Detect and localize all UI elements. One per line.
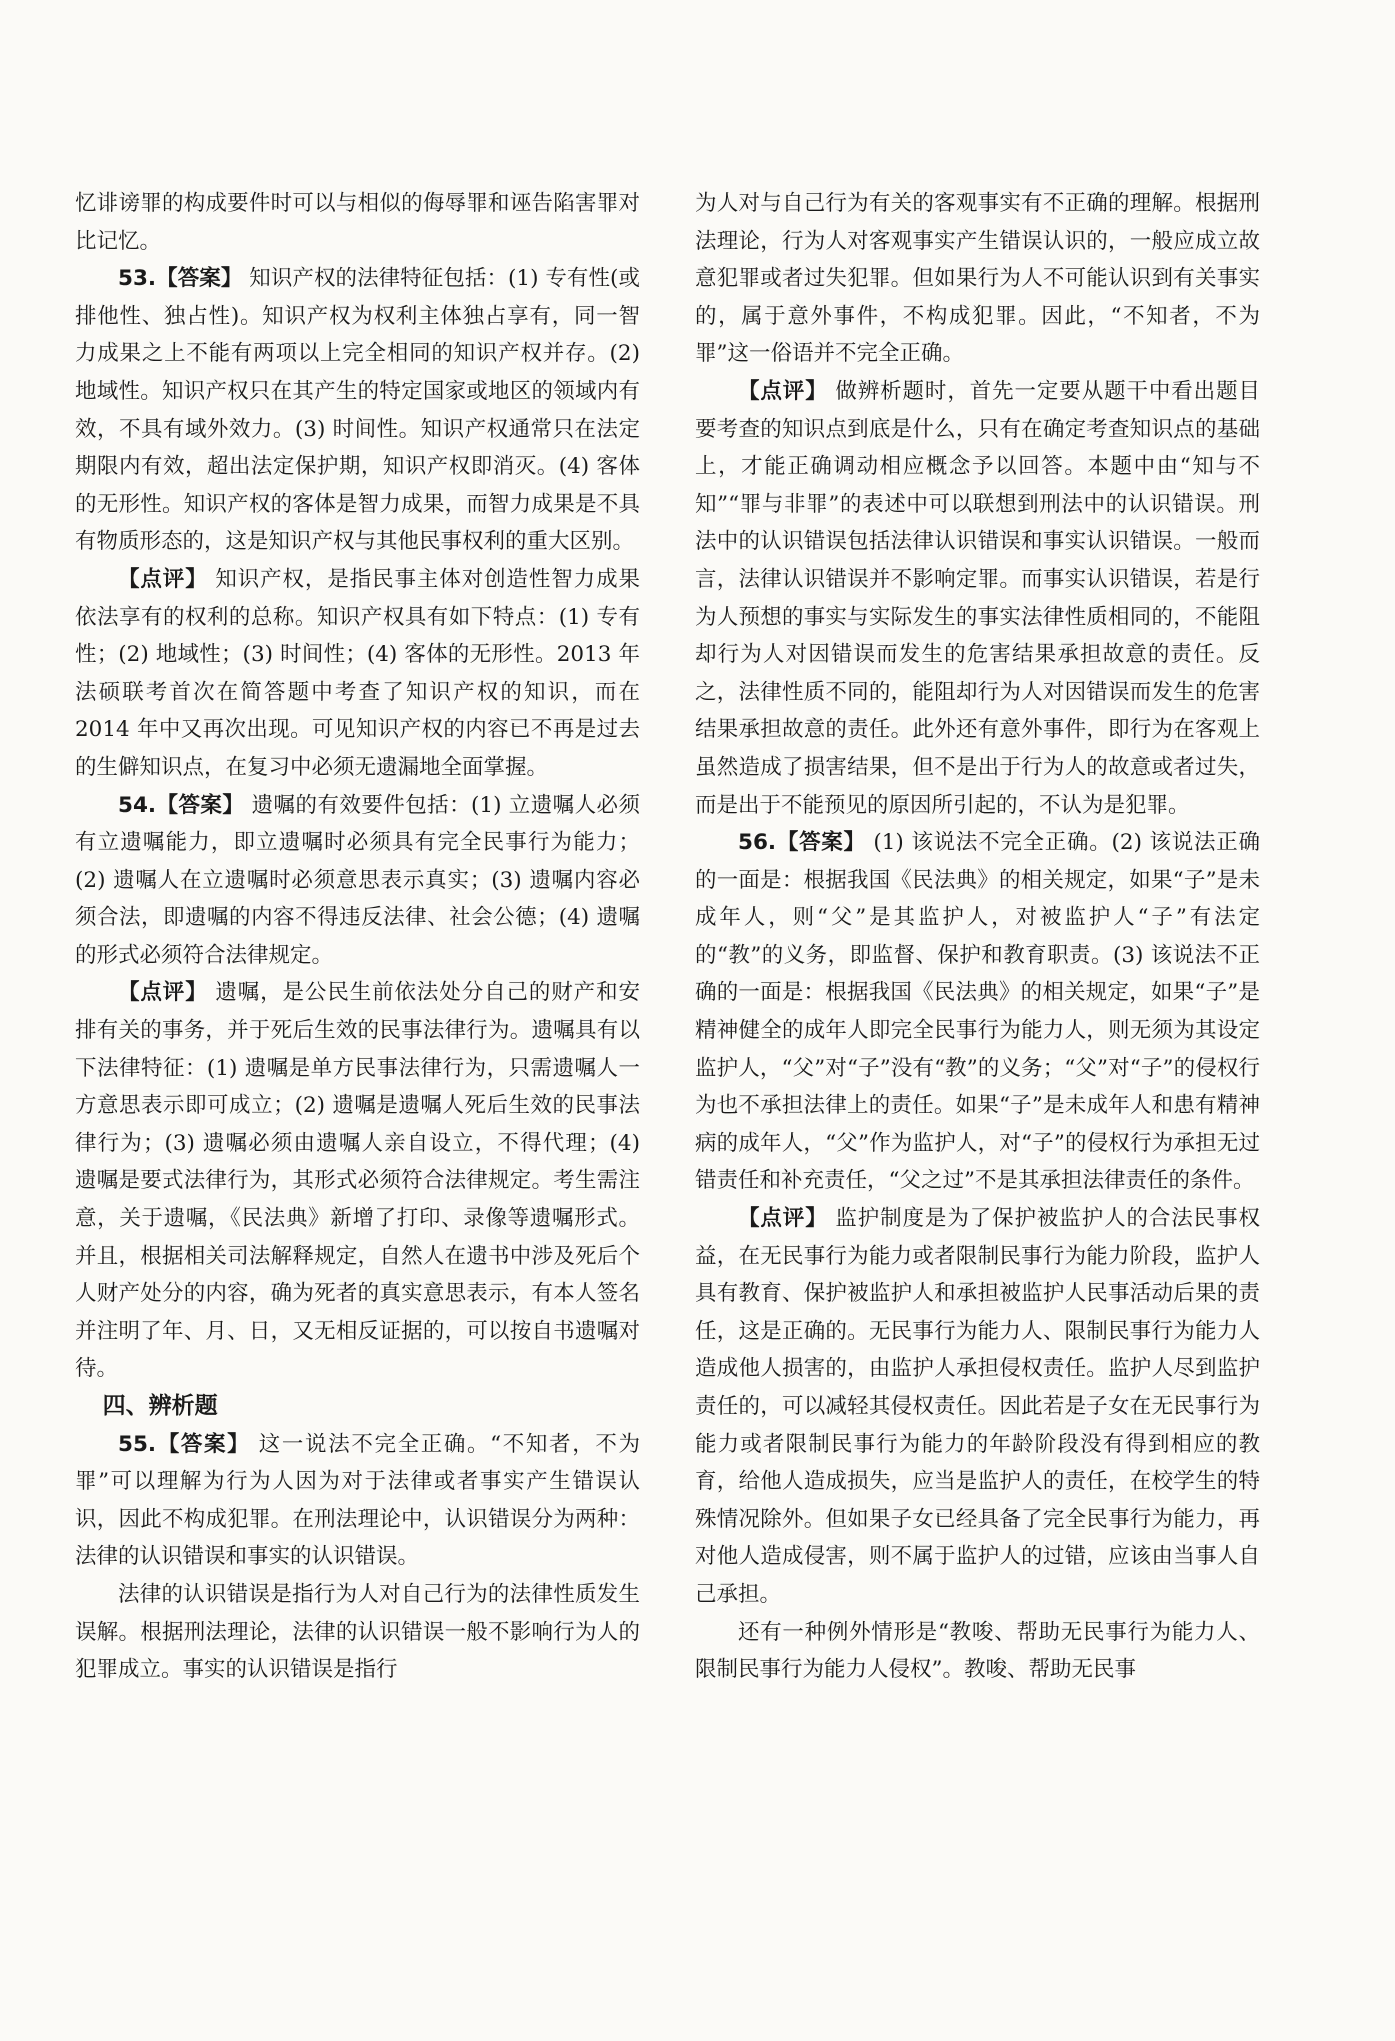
answer-text: (1) 该说法不完全正确。(2) 该说法正确的一面是：根据我国《民法典》的相关规定，如果“子”是未成年人，则“父”是其监护人，对被监护人“子”有法定的“教”的义务，即监督、保护和教育职责。(3) 该说法不正确的一面是：根据我国《民法典》的相关规定，如果“子”是精神健全的成年人即完全民事行为能力人，则无须为其设定监护人，“父”对“子”没有“教”的义务；“父”对“子”的侵权行为也不承担法律上的责任。如果“子”是未成年人和患有精神病的成年人，“父”作为监护人，对“子”的侵权行为承担无过错责任和补充责任，“父之过”不是其承担法律责任的条件。 [695,830,1260,1194]
comment-54 [75,974,640,1388]
comment-56 [695,1200,1260,1614]
paragraph-exception: 还有一种例外情形是“教唆、帮助无民事行为能力人、限制民事行为能力人侵权”。教唆、帮助无民事 [695,1619,1260,1683]
question-number: 55. [118,1431,157,1457]
comment-text: 监护制度是为了保护被监护人的合法民事权益，在无民事行为能力或者限制民事行为能力阶段，监护人具有教育、保护被监护人和承担被监护人民事活动后果的责任，这是正确的。无民事行为能力人、限制民事行为能力人造成他人损害的，由监护人承担侵权责任。监护人尽到监护责任的，可以减轻其侵权责任。因此若是子女在无民事行为能力或者限制民事行为能力的年龄阶段没有得到相应的教育，给他人造成损失，应当是监护人的责任，在校学生的特殊情况除外。但如果子女已经具备了完全民事行为能力，再对他人造成侵害，则不属于监护人的过错，应该由当事人自己承担。 [695,1206,1260,1607]
comment-tag: 【点评】 [738,1206,828,1232]
comment-text: 知识产权，是指民事主体对创造性智力成果依法享有的权利的总称。知识产权具有如下特点：(1) 专有性；(2) 地域性；(3) 时间性；(4) 客体的无形性。2013 年法硕联考首次在简答题中考查了知识产权的知识，而在 2014 年中又再次出现。可见知识产权的内容已不再是过去的生僻知识点，在复习中必须无遗漏地全面掌握。 [75,566,640,780]
question-number: 54. [118,792,157,818]
comment-tag: 【点评】 [118,566,208,592]
answer-53 [75,260,640,561]
answer-text: 这一说法不完全正确。“不知者，不为罪”可以理解为行为人因为对于法律或者事实产生错误认识，因此不构成犯罪。在刑法理论中，认识错误分为两种：法律的认识错误和事实的认识错误。 [75,1431,640,1570]
answer-tag: 【答案】 [776,830,866,856]
answer-text: 遗嘱的有效要件包括：(1) 立遗嘱人必须有立遗嘱能力，即立遗嘱时必须具有完全民事行为能力；(2) 遗嘱人在立遗嘱时必须意思表示真实；(3) 遗嘱内容必须合法，即遗嘱的内容不得违反法律、社会公德；(4) 遗嘱的形式必须符合法律规定。 [75,792,640,968]
right-column [695,185,1260,1689]
answer-tag: 【答案】 [156,1431,251,1457]
answer-text: 知识产权的法律特征包括：(1) 专有性(或排他性、独占性)。知识产权为权利主体独占享有，同一智力成果之上不能有两项以上完全相同的知识产权并存。(2) 地域性。知识产权只在其产生的特定国家或地区的领域内有效，不具有域外效力。(3) 时间性。知识产权通常只在法定期限内有效，超出法定保护期，知识产权即消灭。(4) 客体的无形性。知识产权的客体是智力成果，而智力成果是不具有物质形态的，这是知识产权与其他民事权利的重大区别。 [75,266,640,555]
comment-text: 遗嘱，是公民生前依法处分自己的财产和安排有关的事务，并于死后生效的民事法律行为。遗嘱具有以下法律特征：(1) 遗嘱是单方民事法律行为，只需遗嘱人一方意思表示即可成立；(2) 遗嘱是遗嘱人死后生效的民事法律行为；(3) 遗嘱必须由遗嘱人亲自设立，不得代理；(4) 遗嘱是要式法律行为，其形式必须符合法律规定。考生需注意，关于遗嘱，《民法典》新增了打印、录像等遗嘱形式。并且，根据相关司法解释规定，自然人在遗书中涉及死后个人财产处分的内容，确为死者的真实意思表示，有本人签名并注明了年、月、日，又无相反证据的，可以按自书遗嘱对待。 [75,980,640,1382]
question-number: 56. [738,830,777,856]
answer-54 [75,787,640,975]
section-heading: 四、辨析题 [102,1393,218,1419]
left-column [75,185,640,1689]
comment-tag: 【点评】 [738,378,828,404]
comment-tag: 【点评】 [118,980,208,1006]
question-number: 53. [118,266,157,292]
answer-56 [695,824,1260,1200]
answer-55-continued: 法律的认识错误是指行为人对自己行为的法律性质发生误解。根据刑法理论，法律的认识错误一般不影响行为人的犯罪成立。事实的认识错误是指行 [75,1581,640,1683]
paragraph-continued: 为人对与自己行为有关的客观事实有不正确的理解。根据刑法理论，行为人对客观事实产生错误认识的，一般应成立故意犯罪或者过失犯罪。但如果行为人不可能认识到有关事实的，属于意外事件，不构成犯罪。因此，“不知者，不为罪”这一俗语并不完全正确。 [695,191,1260,367]
paragraph-continued: 忆诽谤罪的构成要件时可以与相似的侮辱罪和诬告陷害罪对比记忆。 [75,191,640,254]
comment-55 [695,373,1260,824]
answer-tag: 【答案】 [156,792,245,818]
answer-tag: 【答案】 [156,266,243,292]
comment-53 [75,561,640,787]
answer-55 [75,1426,640,1576]
comment-text: 做辨析题时，首先一定要从题干中看出题目要考查的知识点到底是什么，只有在确定考查知识点的基础上，才能正确调动相应概念予以回答。本题中由“知与不知”“罪与非罪”的表述中可以联想到刑法中的认识错误。刑法中的认识错误包括法律认识错误和事实认识错误。一般而言，法律认识错误并不影响定罪。而事实认识错误，若是行为人预想的事实与实际发生的事实法律性质相同的，不能阻却行为人对因错误而发生的危害结果承担故意的责任。反之，法律性质不同的，能阻却行为人对因错误而发生的危害结果承担故意的责任。此外还有意外事件，即行为在客观上虽然造成了损害结果，但不是出于行为人的故意或者过失，而是出于不能预见的原因所引起的，不认为是犯罪。 [695,378,1260,818]
